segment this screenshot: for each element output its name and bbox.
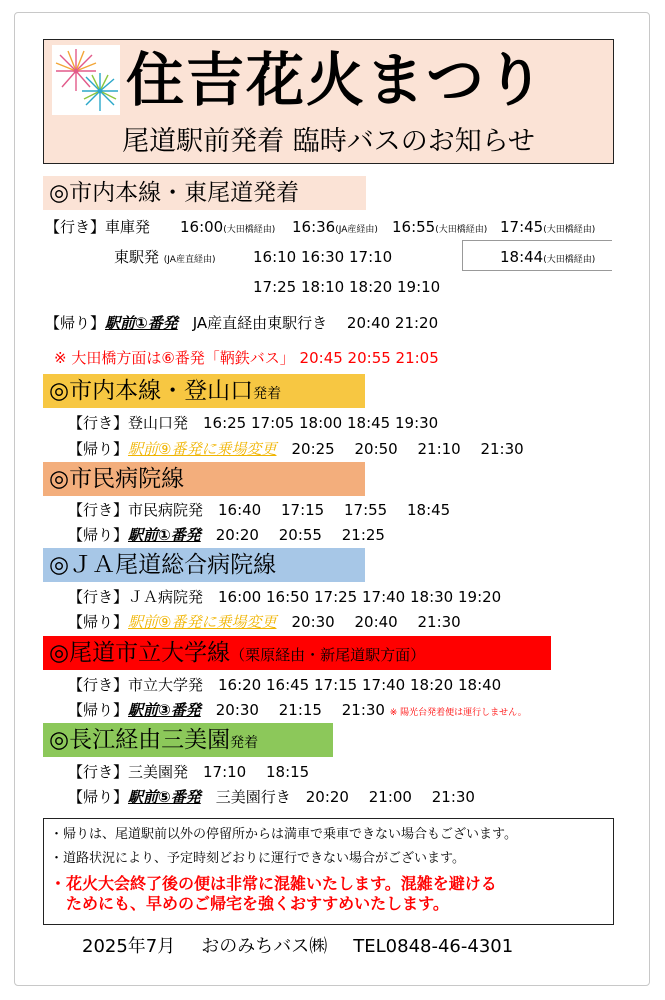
go-row: 【行き】市民病院発 16:40 17:15 17:55 18:45: [68, 501, 451, 519]
note-item: ・道路状況により、予定時刻どおりに運行できない場合がございます。: [50, 851, 465, 866]
time-cell: 16:00(大田橋経由): [180, 218, 276, 236]
boarding-stop-changed: 駅前⑨番発に乗場変更: [128, 440, 277, 458]
return-row: 【帰り】駅前①番発 JA産直経由東駅行き 20:40 21:20: [45, 314, 439, 332]
page-title: 住吉花火まつり: [126, 46, 547, 114]
divider: [462, 240, 612, 241]
note-warning: ・花火大会終了後の便は非常に混雑いたします。混雑を避ける: [50, 874, 497, 893]
return-row: 【帰り】駅前⑨番発に乗場変更 20:25 20:50 21:10 21:30: [68, 440, 524, 458]
origin-garage: 車庫発: [105, 218, 151, 236]
note-warning: ためにも、早めのご帰宅を強くおすすめいたします。: [50, 894, 449, 913]
section-title-shinai-higashi: ◎市内本線・東尾道発着: [43, 176, 366, 210]
time-list: 17:25 18:10 18:20 19:10: [253, 278, 441, 296]
header-banner: [43, 39, 614, 164]
section-title-ja: ◎ＪＡ尾道総合病院線: [43, 548, 365, 582]
boarding-stop: 駅前①番発: [128, 526, 201, 544]
fireworks-icon: [52, 45, 120, 115]
origin-east: 東駅発: [114, 248, 160, 266]
time-cell: 17:45(大田橋経由): [500, 218, 596, 236]
divider: [462, 270, 612, 271]
notes-box: [43, 818, 614, 925]
footer-date: 2025年7月: [82, 936, 176, 957]
go-row-east: 東駅発 (JA産直経由): [114, 248, 216, 266]
return-row: 【帰り】駅前⑤番発 三美園行き 20:20 21:00 21:30: [68, 788, 475, 806]
time-cell: 16:55(大田橋経由): [392, 218, 488, 236]
footer: [82, 934, 539, 960]
footer-tel: TEL0848-46-4301: [353, 936, 514, 957]
go-row: 【行き】ＪＡ病院発 16:00 16:50 17:25 17:40 18:30 19:20: [68, 588, 502, 606]
page-subtitle: 尾道駅前発着 臨時バスのお知らせ: [122, 126, 535, 157]
note-item: ・帰りは、尾道駅前以外の停留所からは満車で乗車できない場合もございます。: [50, 827, 517, 842]
go-row: 【行き】市立大学発 16:20 16:45 17:15 17:40 18:20 18:40: [68, 676, 502, 694]
go-label: 【行き】: [45, 218, 106, 236]
return-note: ※ 陽光台発着便は運行しません。: [389, 708, 527, 718]
section-title-sanbien: ◎長江経由三美園発着: [43, 723, 333, 757]
return-row: 【帰り】駅前①番発 20:20 20:55 21:25: [68, 526, 385, 544]
go-row: 【行き】三美園発 17:10 18:15: [68, 763, 310, 781]
footer-company: おのみちバス㈱: [201, 936, 328, 957]
return-row: 【帰り】駅前③番発 20:30 21:15 21:30 ※ 陽光台発着便は運行しません。: [68, 701, 527, 719]
time-cell: 18:44(大田橋経由): [500, 248, 596, 266]
section-title-daigaku: ◎尾道市立大学線（栗原経由・新尾道駅方面）: [43, 636, 551, 670]
section-title-tozanguchi: ◎市内本線・登山口発着: [43, 374, 365, 408]
return-row: 【帰り】駅前⑨番発に乗場変更 20:30 20:40 21:30: [68, 613, 461, 631]
red-notice: ※ 大田橋方面は⑥番発「鞆鉄バス」 20:45 20:55 21:05: [54, 349, 439, 367]
time-cell: 16:36(JA産経由): [292, 218, 378, 236]
boarding-stop: 駅前③番発: [128, 701, 201, 719]
time-list: 16:10 16:30 17:10: [253, 248, 393, 266]
go-row: 【行き】登山口発 16:25 17:05 18:00 18:45 19:30: [68, 414, 439, 432]
boarding-stop: 駅前⑤番発: [128, 788, 201, 806]
boarding-stop-changed: 駅前⑨番発に乗場変更: [128, 613, 277, 631]
go-row-garage: [45, 217, 150, 237]
boarding-stop: 駅前①番発: [105, 314, 178, 332]
section-title-shimin: ◎市民病院線: [43, 462, 365, 496]
divider: [462, 240, 463, 270]
